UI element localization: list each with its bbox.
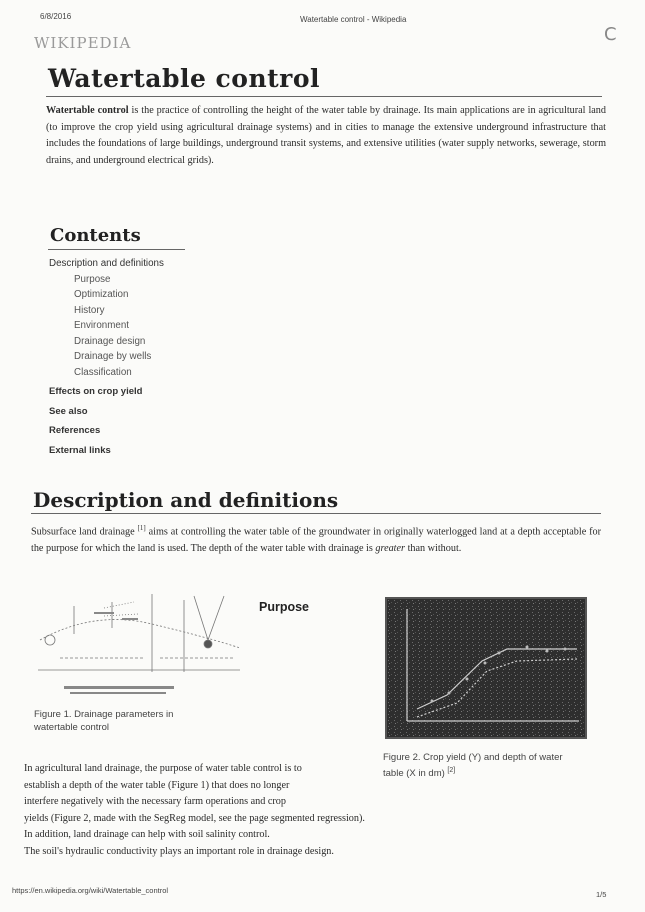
ref-link-2[interactable]: [2] [447, 767, 456, 774]
section-text-em: greater [375, 542, 406, 554]
toc-item[interactable]: Optimization [74, 289, 129, 300]
table-of-contents [49, 256, 249, 458]
toc-item[interactable]: External links [49, 444, 111, 456]
purpose-line: establish a depth of the water table (Figure 1) that does no longer [24, 779, 290, 791]
toc-item[interactable]: Classification [74, 366, 132, 378]
purpose-paragraph [24, 761, 444, 860]
figure-1-diagram [34, 588, 244, 706]
section-rule [31, 513, 601, 514]
section-title: Description and definitions [33, 488, 339, 512]
purpose-heading: Purpose [259, 600, 310, 614]
intro-text: is the practice of controlling the height of the water table by drainage. Its main applications are in agricultural land (to improve the crop yield using agricultural drainage systems) and in cities to manage the extensive underground infrastructure that includes the foundations of large buildings, underground transit systems, and extensive utilities (water supply networks, sewerage, storm drains, and underground electrical grids). [46, 105, 606, 166]
page-title: Watertable control [48, 64, 321, 93]
handwritten-mark: C [604, 24, 617, 45]
purpose-line: The soil's hydraulic conductivity plays an important role in drainage design. [24, 845, 334, 857]
toc-item[interactable]: Drainage design [74, 335, 146, 347]
purpose-line: yields (Figure 2, made with the SegReg model, see the page segmented regression). [24, 812, 365, 824]
section-text-b: aims at controlling the water table of the groundwater in originally waterlogged land at a depth acceptable for the purpose for which the land is used. The depth of the water table with drainage is [31, 526, 601, 554]
toc-item[interactable]: References [49, 425, 101, 436]
toc-item[interactable]: History [74, 304, 105, 316]
purpose-line: In agricultural land drainage, the purpose of water table control is to [24, 763, 302, 774]
figure-1-caption: Figure 1. Drainage parameters in watertable control [34, 709, 174, 733]
contents-rule [48, 249, 185, 250]
ref-link-1[interactable]: [1] [137, 524, 146, 532]
section-paragraph [31, 520, 601, 557]
footer-page-number: 1/5 [596, 890, 607, 899]
wikipedia-logo[interactable]: WIKIPEDIA [34, 34, 132, 52]
print-page-title: Watertable control - Wikipedia [300, 15, 407, 24]
toc-item[interactable]: Description and definitions [49, 258, 164, 269]
purpose-line: interfere negatively with the necessary farm operations and crop [24, 796, 286, 807]
section-text-c: than without. [405, 542, 462, 554]
print-date: 6/8/2016 [40, 12, 72, 21]
toc-item[interactable]: Drainage by wells [74, 351, 152, 362]
figure-2-graph [385, 597, 587, 739]
purpose-line: In addition, land drainage can help with soil salinity control. [24, 829, 270, 840]
intro-bold: Watertable control [46, 105, 129, 116]
figure-2-caption-text: Figure 2. Crop yield (Y) and depth of water table (X in dm) [383, 752, 563, 780]
contents-heading: Contents [50, 225, 141, 246]
toc-item[interactable]: Effects on crop yield [49, 386, 143, 397]
footer-url[interactable]: https://en.wikipedia.org/wiki/Watertable_control [12, 886, 169, 895]
section-text-a: Subsurface land drainage [31, 526, 138, 538]
toc-item[interactable]: Purpose [74, 273, 111, 285]
intro-paragraph [46, 103, 606, 169]
toc-item[interactable]: See also [49, 405, 88, 417]
toc-item[interactable]: Environment [74, 320, 129, 331]
title-rule [46, 96, 602, 97]
